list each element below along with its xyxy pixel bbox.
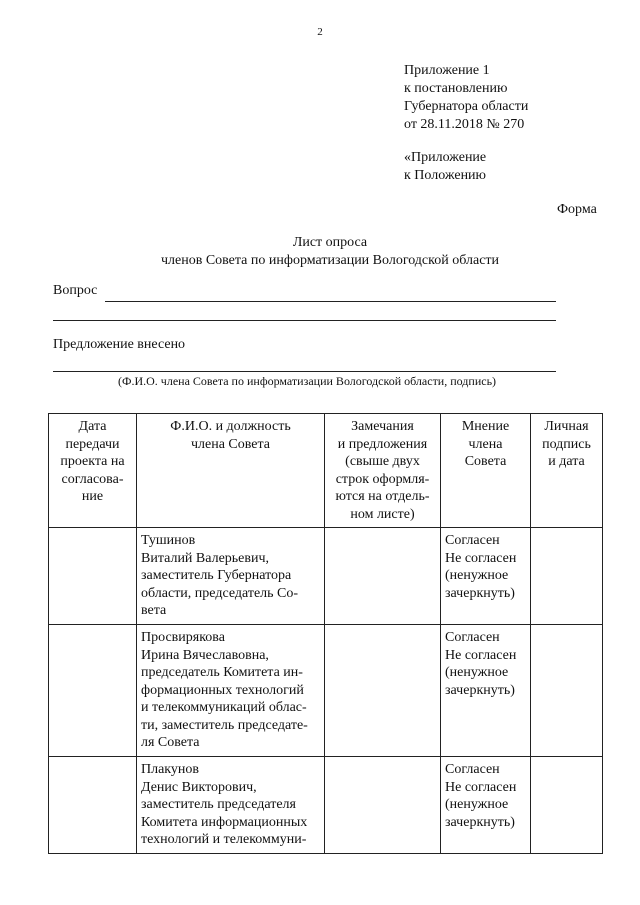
proposal-caption: (Ф.И.О. члена Совета по информатизации Вологодской области, подпись): [118, 374, 497, 388]
document-title: [0, 234, 640, 270]
table-row: [49, 528, 603, 625]
header-opinion: Мнение члена Совета: [441, 414, 531, 528]
member-cell: Плакунов Денис Викторович, заместитель председателя Комитета информационных технологий и телекоммуни-: [137, 757, 325, 854]
question-input-line[interactable]: [105, 301, 556, 302]
opinion-cell[interactable]: Согласен Не согласен (ненужное зачеркнуть): [441, 757, 531, 854]
appendix-line: к Положению: [404, 168, 487, 183]
opinion-cell[interactable]: Согласен Не согласен (ненужное зачеркнуть): [441, 625, 531, 757]
appendix-reference-block: [404, 149, 486, 185]
form-label: Форма: [557, 202, 597, 217]
table-header-row: [49, 414, 603, 528]
appendix-line: Губернатора области: [404, 99, 529, 114]
date-cell[interactable]: [49, 757, 137, 854]
remarks-cell[interactable]: [325, 625, 441, 757]
appendix-line: к постановлению: [404, 81, 508, 96]
title-line: Лист опроса: [292, 235, 368, 250]
survey-table: [48, 413, 603, 854]
question-input-line-2[interactable]: [53, 320, 556, 321]
date-cell[interactable]: [49, 625, 137, 757]
remarks-cell[interactable]: [325, 528, 441, 625]
question-label: Вопрос: [53, 283, 98, 298]
table-row: [49, 625, 603, 757]
header-member: Ф.И.О. и должность члена Совета: [137, 414, 325, 528]
header-date: Дата передачи проекта на согласова- ние: [49, 414, 137, 528]
appendix-line: от 28.11.2018 № 270: [404, 117, 525, 132]
page-number: 2: [317, 26, 323, 38]
header-remarks: Замечания и предложения (свыше двух строк оформля- ются на отдель- ном листе): [325, 414, 441, 528]
signature-cell[interactable]: [531, 625, 603, 757]
opinion-cell[interactable]: Согласен Не согласен (ненужное зачеркнуть): [441, 528, 531, 625]
signature-cell[interactable]: [531, 528, 603, 625]
table-row: [49, 757, 603, 854]
proposal-label: Предложение внесено: [53, 337, 186, 352]
signature-cell[interactable]: [531, 757, 603, 854]
appendix-block: [404, 62, 528, 134]
title-line: членов Совета по информатизации Вологодской области: [160, 253, 500, 268]
header-signature: Личная подпись и дата: [531, 414, 603, 528]
appendix-line: «Приложение: [404, 150, 487, 165]
remarks-cell[interactable]: [325, 757, 441, 854]
proposal-input-line[interactable]: [53, 371, 556, 372]
member-cell: Просвирякова Ирина Вячеславовна, председатель Комитета ин- формационных технологий и телекоммуникаций облас- ти, заместитель председате- ля Совета: [137, 625, 325, 757]
date-cell[interactable]: [49, 528, 137, 625]
member-cell: Тушинов Виталий Валерьевич, заместитель Губернатора области, председатель Со- вета: [137, 528, 325, 625]
appendix-line: Приложение 1: [404, 63, 490, 78]
